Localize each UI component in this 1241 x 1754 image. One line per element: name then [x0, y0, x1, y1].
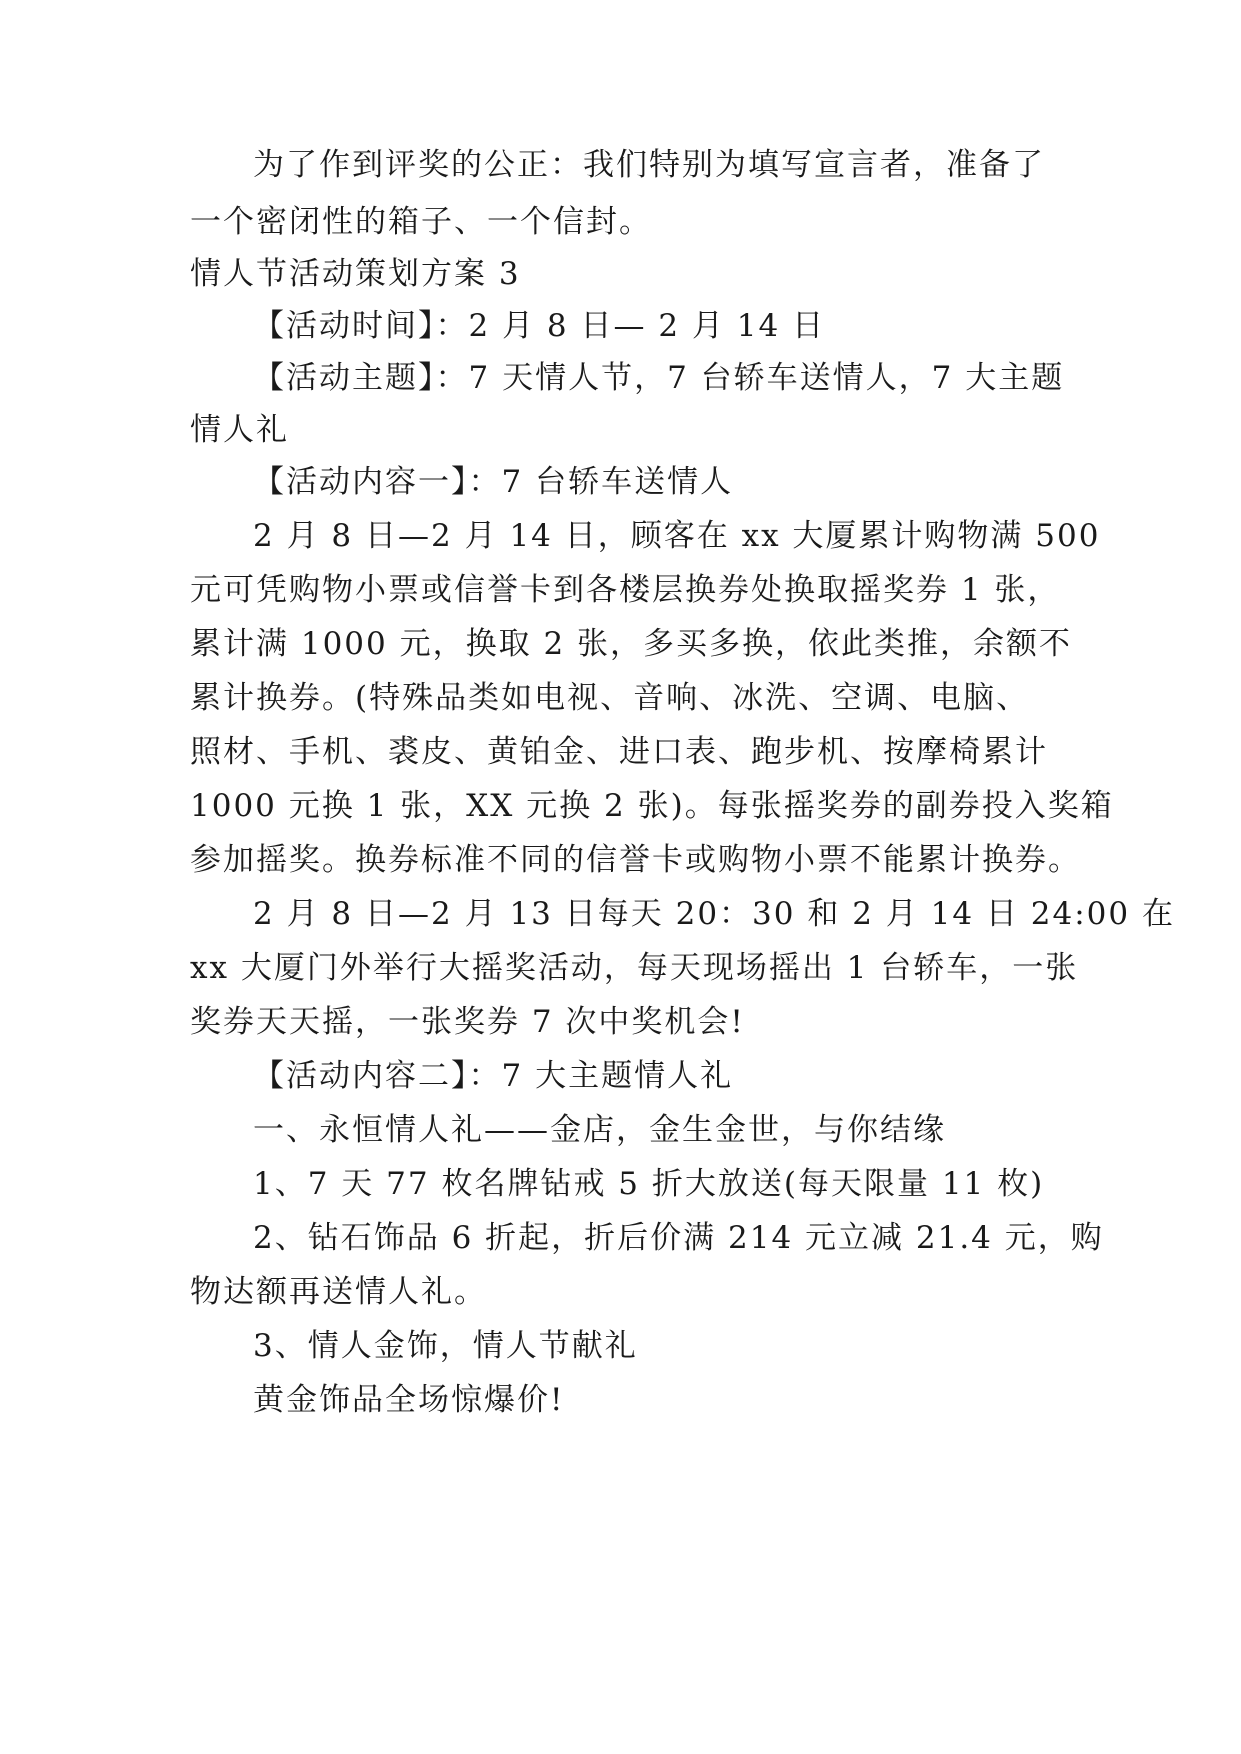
text-line: 一个密闭性的箱子、一个信封。 — [190, 204, 652, 240]
body-paragraph-line — [190, 616, 1072, 674]
body-paragraph-line — [190, 832, 1081, 890]
list-item — [253, 1210, 1104, 1268]
body-paragraph-line — [253, 886, 1175, 944]
text-line: 2、钻石饰品 6 折起，折后价满 214 元立减 21.4 元，购 — [253, 1220, 1104, 1256]
body-paragraph-line — [190, 670, 1029, 728]
text-line: 情人礼 — [190, 412, 289, 448]
activity-time — [253, 298, 825, 356]
text-line: 3、情人金饰，情人节献礼 — [253, 1328, 638, 1364]
text-line: 2 月 8 日—2 月 14 日，顾客在 xx 大厦累计购物满 500 — [253, 518, 1101, 554]
text-line: 累计满 1000 元，换取 2 张，多买多换，依此类推，余额不 — [190, 626, 1073, 662]
activity-theme-cont — [190, 402, 289, 460]
text-line: 1、7 天 77 枚名牌钻戒 5 折大放送(每天限量 11 枚) — [253, 1166, 1045, 1202]
text-line: 为了作到评奖的公正：我们特别为填写宣言者，准备了 — [253, 147, 1045, 183]
text-line: 1000 元换 1 张，XX 元换 2 张)。每张摇奖券的副券投入奖箱 — [190, 788, 1114, 824]
text-line: 【活动内容一】：7 台轿车送情人 — [253, 464, 734, 500]
body-paragraph-line — [190, 562, 1060, 620]
activity-content-two — [253, 1048, 733, 1106]
body-paragraph-line — [253, 508, 1100, 566]
body-paragraph-line — [190, 994, 745, 1052]
text-line: 【活动时间】：2 月 8 日— 2 月 14 日 — [253, 308, 826, 344]
text-line: 奖券天天摇，一张奖券 7 次中奖机会! — [190, 1004, 745, 1040]
text-line: 元可凭购物小票或信誉卡到各楼层换券处换取摇奖券 1 张， — [190, 572, 1061, 608]
text-line: 2 月 8 日—2 月 13 日每天 20：30 和 2 月 14 日 24:00 在 — [253, 896, 1175, 932]
body-paragraph-line — [190, 940, 1078, 998]
list-item-cont — [190, 1264, 487, 1322]
text-line: 黄金饰品全场惊爆价! — [253, 1382, 565, 1418]
text-line: 一、永恒情人礼——金店，金生金世，与你结缘 — [253, 1112, 946, 1148]
paragraph-fairness-cont — [190, 194, 652, 252]
list-item — [253, 1318, 638, 1376]
text-line: xx 大厦门外举行大摇奖活动，每天现场摇出 1 台轿车，一张 — [190, 950, 1079, 986]
body-paragraph-line — [190, 724, 1048, 782]
activity-content-one — [253, 454, 733, 512]
section-heading — [190, 246, 521, 304]
text-line: 参加摇奖。换券标准不同的信誉卡或购物小票不能累计换券。 — [190, 842, 1081, 878]
body-paragraph-line — [253, 1372, 564, 1430]
body-paragraph-line — [190, 778, 1114, 836]
list-item — [253, 1156, 1044, 1214]
heading-text: 情人节活动策划方案 3 — [190, 256, 521, 292]
text-line: 照材、手机、裘皮、黄铂金、进口表、跑步机、按摩椅累计 — [190, 734, 1048, 770]
text-line: 物达额再送情人礼。 — [190, 1274, 487, 1310]
activity-theme — [253, 350, 1064, 408]
text-line: 累计换券。(特殊品类如电视、音响、冰洗、空调、电脑、 — [190, 680, 1030, 716]
paragraph-fairness — [253, 137, 1045, 195]
text-line: 【活动主题】：7 天情人节，7 台轿车送情人，7 大主题 — [253, 360, 1065, 396]
text-line: 【活动内容二】：7 大主题情人礼 — [253, 1058, 734, 1094]
list-heading — [253, 1102, 946, 1160]
